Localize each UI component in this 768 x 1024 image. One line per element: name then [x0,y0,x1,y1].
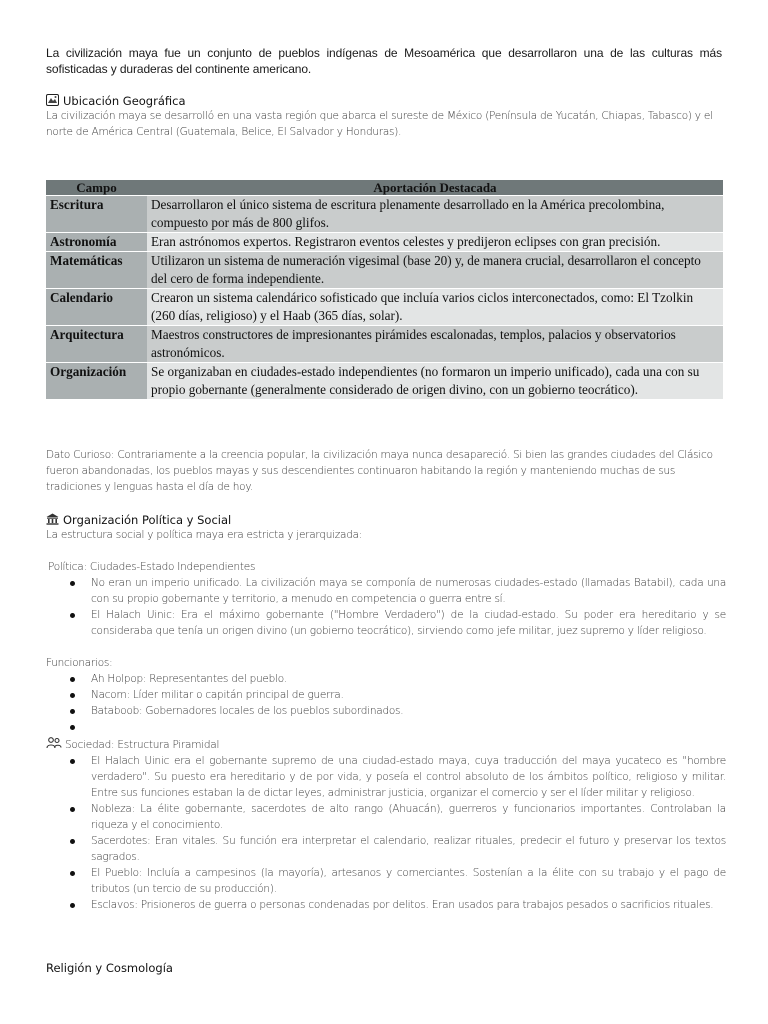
table-row [46,326,723,363]
map-icon [46,94,59,106]
table-cell-field: Escritura [46,196,147,233]
table-cell-value: Desarrollaron el único sistema de escritura plenamente desarrollado en la América precolombina, compuesto por más de 800 glifos. [147,196,723,233]
contributions-table [46,180,723,399]
table-row [46,363,723,400]
table-header-row [46,180,723,196]
sociedad-list [46,753,726,913]
table-cell-field: Arquitectura [46,326,147,363]
table-cell-value: Eran astrónomos expertos. Registraron eventos celestes y predijeron eclipses con gran precisión. [147,233,723,252]
table-cell-value: Maestros constructores de impresionantes pirámides escalonadas, templos, palacios y observatorios astronómicos. [147,326,723,363]
geo-paragraph: La civilización maya se desarrolló en una vasta región que abarca el sureste de México (Península de Yucatán, Chiapas, Tabasco) y el norte de América Central (Guatemala, Belice, El Salvador y Honduras). [46,110,713,138]
people-icon [46,737,62,749]
table-cell-value: Utilizaron un sistema de numeración vigesimal (base 20) y, de manera crucial, desarrollaron el concepto del cero de forma independiente. [147,252,723,289]
geo-heading [46,94,186,109]
table-header-aportacion: Aportación Destacada [147,180,723,196]
funcionarios-heading: Funcionarios: [46,657,113,669]
list-item: No eran un imperio unificado. La civilización maya se componía de numerosas ciudades-estado (llamadas Batabil), cada una con su propio gobernante y territorio, a menudo en competencia o guerra entre sí. [46,575,726,607]
list-item: Nobleza: La élite gobernante, sacerdotes de alto rango (Ahuacán), guerreros y funcionarios importantes. Controlaban la riqueza y el conocimiento. [46,801,726,833]
list-item: Bataboob: Gobernadores locales de los pueblos subordinados. [46,703,726,719]
list-item: El Pueblo: Incluía a campesinos (la mayoría), artesanos y comerciantes. Sostenían a la élite con su trabajo y el pago de tributos (un tercio de su producción). [46,865,726,897]
list-item: Sacerdotes: Eran vitales. Su función era interpretar el calendario, realizar rituales, predecir el futuro y preservar los textos sagrados. [46,833,726,865]
intro-paragraph: La civilización maya fue un conjunto de pueblos indígenas de Mesoamérica que desarrollaron una de las culturas más sofisticadas y duraderas del continente americano. [46,46,722,76]
list-item: El Halach Uinic: Era el máximo gobernante ("Hombre Verdadero") de la ciudad-estado. Su poder era hereditario y se consideraba que tenía un origen divino (un gobierno teocrático), sirviendo como jefe militar, juez supremo y líder religioso. [46,607,726,639]
politica-list [46,575,726,639]
table-cell-field: Matemáticas [46,252,147,289]
list-item [46,719,726,735]
religion-heading: Religión y Cosmología [46,961,173,975]
org-intro: La estructura social y política maya era estricta y jerarquizada: [46,529,363,541]
temple-icon [46,513,59,525]
table-row [46,196,723,233]
politica-heading: Política: Ciudades-Estado Independientes [48,561,256,573]
list-item: El Halach Uinic era el gobernante supremo de una ciudad-estado maya, cuya traducción del maya yucateco es "hombre verdadero". Su puesto era hereditario y de por vida, y poseía el control absoluto de los ámbitos político, religioso y militar. Entre sus funciones estaban la de dictar leyes, administrar justicia, organizar el comercio y ser el líder militar y religioso. [46,753,726,801]
table-cell-field: Organización [46,363,147,400]
org-heading-text: Organización Política y Social [63,513,232,527]
table-cell-field: Astronomía [46,233,147,252]
list-item: Nacom: Líder militar o capitán principal de guerra. [46,687,726,703]
funcionarios-list [46,671,726,735]
list-item: Esclavos: Prisioneros de guerra o personas condenadas por delitos. Eran usados para trabajos pesados o sacrificios rituales. [46,897,726,913]
geo-heading-text: Ubicación Geográfica [63,94,186,108]
table-cell-value: Crearon un sistema calendárico sofisticado que incluía varios ciclos interconectados, como: El Tzolkin (260 días, religioso) y el Haab (365 días, solar). [147,289,723,326]
table-cell-field: Calendario [46,289,147,326]
table-cell-value: Se organizaban en ciudades-estado independientes (no formaron un imperio unificado), cada una con su propio gobernante (generalmente considerado de origen divino, con un gobierno teocrático). [147,363,723,400]
sociedad-heading-text: Sociedad: Estructura Piramidal [65,739,220,751]
list-item: Ah Holpop: Representantes del pueblo. [46,671,726,687]
table-row [46,289,723,326]
sociedad-heading [46,737,726,753]
table-row [46,252,723,289]
table-header-campo: Campo [46,180,147,196]
org-heading [46,513,231,528]
fun-fact-paragraph: Dato Curioso: Contrariamente a la creencia popular, la civilización maya nunca desapareció. Si bien las grandes ciudades del Clásico fueron abandonadas, los pueblos mayas y sus descendientes continuaron habitando la región y manteniendo muchas de sus tradiciones y lenguas hasta el día de hoy. [46,449,713,493]
table-row [46,233,723,252]
